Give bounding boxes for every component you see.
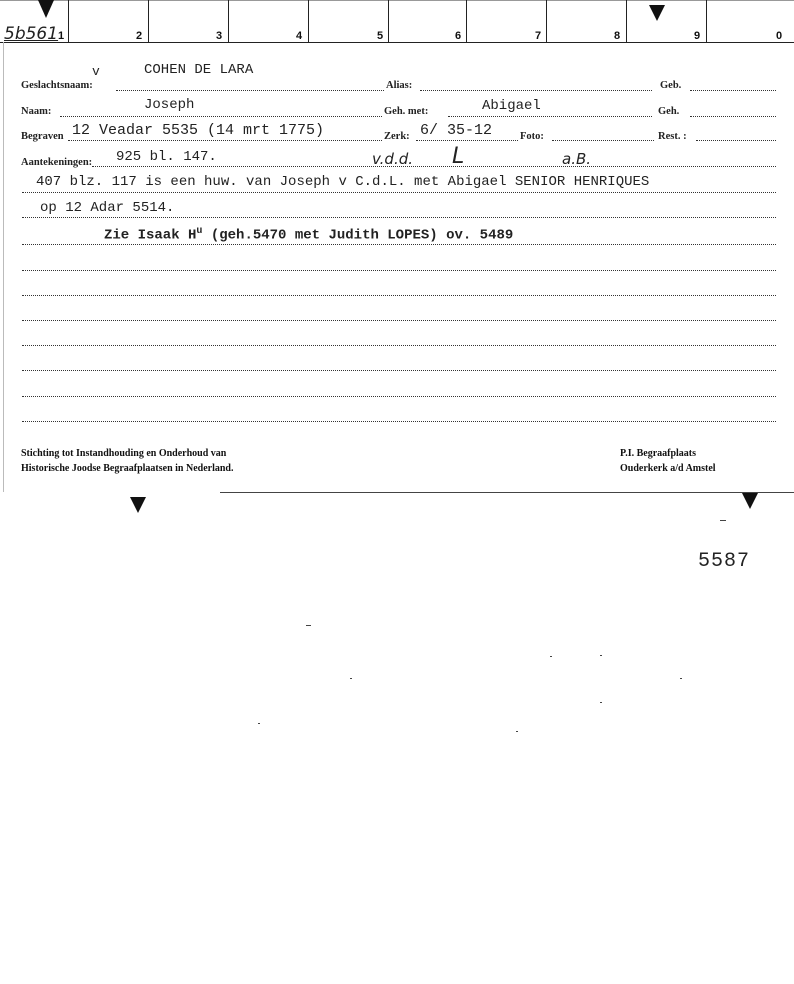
rest-label: Rest. : [658, 131, 687, 142]
notes-handwriting-2: L [452, 144, 465, 169]
scan-speck [550, 656, 552, 657]
born-label-1: Geb. [660, 80, 682, 91]
notes-line-2: 407 blz. 117 is een huw. van Joseph v C.d.L. met Abigael SENIOR HENRIQUES [36, 174, 650, 190]
zerk-label: Zerk: [384, 131, 410, 142]
stamp-number: 5587 [698, 550, 751, 573]
notes-line-4 [104, 226, 513, 244]
notes-handwriting-1: v.d.d. [372, 150, 414, 168]
scan-speck [600, 655, 602, 656]
notes-dotted-line [22, 345, 776, 346]
burial-date-value: 12 Veadar 5535 (14 mrt 1775) [72, 122, 325, 139]
surname-label: Geslachtsnaam: [21, 80, 93, 91]
surname-prefix: v [92, 64, 100, 79]
notes-dotted-line [22, 421, 776, 422]
column-divider [148, 0, 149, 42]
punch-marker-icon [38, 0, 54, 18]
notes-dotted-line [22, 217, 776, 218]
scan-speck [720, 520, 726, 521]
column-number-2: 2 [136, 30, 143, 42]
punch-marker-icon [649, 5, 665, 21]
foto-dotted-line [552, 140, 654, 141]
card-left-border [3, 42, 4, 492]
column-number-7: 7 [535, 30, 542, 42]
punch-marker-icon [130, 497, 146, 513]
column-divider [388, 0, 389, 42]
column-divider [68, 0, 69, 42]
scan-speck [350, 678, 352, 679]
first-name-value: Joseph [144, 97, 195, 113]
notes-dotted-line [22, 270, 776, 271]
column-number-4: 4 [296, 30, 303, 42]
married-with-label: Geh. met: [384, 106, 429, 117]
column-number-1: 1 [58, 30, 65, 42]
surname-dotted-line [116, 90, 384, 91]
notes-label: Aantekeningen: [21, 157, 93, 168]
notes-dotted-line [22, 295, 776, 296]
notes-line-4-rest: (geh.5470 met Judith LOPES) ov. 5489 [202, 227, 514, 244]
notes-line-4-main: Zie Isaak H [104, 227, 197, 244]
column-number-5: 5 [377, 30, 384, 42]
notes-line-3: op 12 Adar 5514. [40, 200, 175, 216]
column-number-6: 6 [455, 30, 462, 42]
notes-line-4-sup: u [196, 226, 203, 237]
notes-line-1: 925 bl. 147. [116, 149, 217, 165]
alias-label: Alias: [386, 80, 413, 91]
column-divider [308, 0, 309, 42]
scan-speck [516, 731, 518, 732]
column-divider [228, 0, 229, 42]
spouse-dotted-line [448, 116, 652, 117]
column-number-3: 3 [216, 30, 223, 42]
organization-line-1: Stichting tot Instandhouding en Onderhoud van [21, 448, 227, 459]
column-divider [466, 0, 467, 42]
born-dotted-line-1 [690, 90, 776, 91]
column-divider [706, 0, 707, 42]
notes-handwriting-3: a.B. [562, 150, 592, 168]
foto-label: Foto: [520, 131, 544, 142]
card-id: 5b561 [4, 24, 59, 44]
cemetery-line-2: Ouderkerk a/d Amstel [620, 463, 716, 474]
column-divider [546, 0, 547, 42]
scan-speck [600, 702, 602, 703]
surname-value: COHEN DE LARA [144, 62, 254, 78]
column-number-8: 8 [614, 30, 621, 42]
grave-dotted-line [416, 140, 518, 141]
grave-value: 6/ 35-12 [420, 122, 493, 139]
notes-dotted-line [92, 166, 776, 167]
column-number-0: 0 [776, 30, 783, 42]
organization-line-2: Historische Joodse Begraafplaatsen in Nederland. [21, 463, 234, 474]
column-number-9: 9 [694, 30, 701, 42]
scan-speck [258, 723, 260, 724]
notes-dotted-line [22, 192, 776, 193]
strip-bottom-line [0, 42, 794, 43]
name-label: Naam: [21, 106, 52, 117]
born-dotted-line-2 [690, 116, 776, 117]
burial-dotted-line [68, 140, 382, 141]
notes-dotted-line [22, 320, 776, 321]
cemetery-block [620, 446, 716, 476]
cemetery-line-1: P.I. Begraafplaats [620, 448, 697, 459]
organization-block [21, 446, 234, 476]
buried-label: Begraven [21, 131, 64, 142]
notes-dotted-line [22, 396, 776, 397]
born-label-2: Geh. [658, 106, 680, 117]
name-dotted-line [60, 116, 382, 117]
scan-speck [306, 625, 311, 626]
notes-dotted-line [22, 244, 776, 245]
notes-dotted-line [22, 370, 776, 371]
column-divider [626, 0, 627, 42]
scan-speck [680, 678, 682, 679]
punch-marker-icon [742, 493, 758, 509]
rest-dotted-line [696, 140, 776, 141]
alias-dotted-line [420, 90, 652, 91]
spouse-value: Abigael [482, 98, 541, 114]
top-border [0, 0, 794, 1]
card-bottom-border [220, 492, 794, 493]
